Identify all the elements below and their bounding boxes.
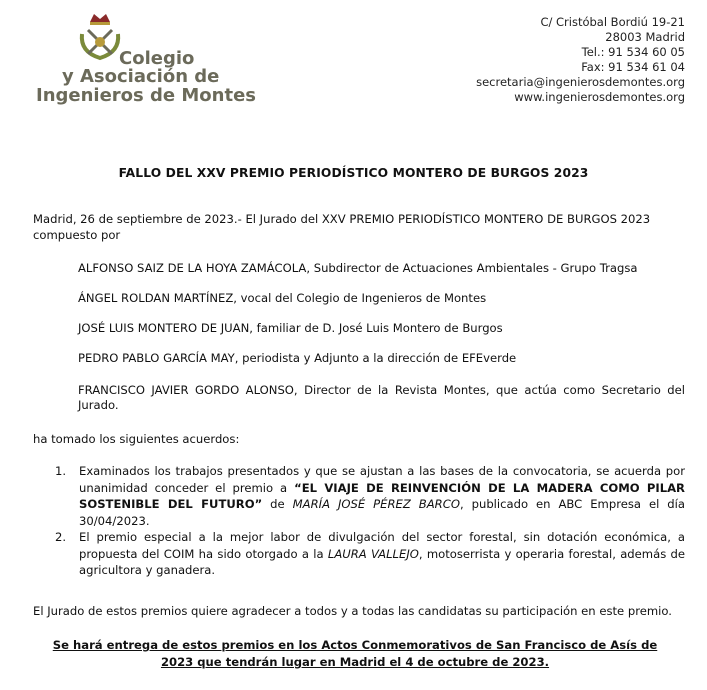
- thanks-paragraph: El Jurado de estos premios quiere agradecer a todos y a todas las candidatas su participación en este premio.: [33, 604, 672, 618]
- jury-member: ÁNGEL ROLDAN MARTÍNEZ, vocal del Colegio de Ingenieros de Montes: [78, 291, 487, 305]
- jury-member: PEDRO PABLO GARCÍA MAY, periodista y Adjunto a la dirección de EFEverde: [78, 351, 517, 365]
- jury-member: FRANCISCO JAVIER GORDO ALONSO, Director de la Revista Montes, que actúa como Secretario del Jurado.: [78, 383, 685, 412]
- address-street: C/ Cristóbal Bordiú 19-21: [540, 15, 685, 29]
- agreement-text: El premio especial a la mejor labor de divulgación del sector forestal, sin dotación económica, a propuesta del COIM ha sido otorgado a la LAURA VALLEJO, motoserrista y operaria forestal, además de agricultora y ganadera.: [79, 530, 685, 577]
- document-title: FALLO DEL XXV PREMIO PERIODÍSTICO MONTERO DE BURGOS 2023: [118, 166, 589, 180]
- agreements-intro: ha tomado los siguientes acuerdos:: [33, 432, 240, 446]
- intro-paragraph: Madrid, 26 de septiembre de 2023.- El Jurado del XXV PREMIO PERIODÍSTICO MONTERO DE BURGOS 2023 compuesto por: [33, 212, 651, 242]
- logo-line-1: Colegio: [119, 48, 195, 69]
- address-email[interactable]: secretaria@ingenierosdemontes.org: [476, 75, 685, 89]
- address-city: 28003 Madrid: [605, 30, 685, 44]
- closing-announcement: Se hará entrega de estos premios en los Actos Conmemorativos de San Francisco de Asís de 2023 que tendrán lugar en Madrid el 4 de octubre de 2023.: [52, 638, 658, 669]
- address-fax: Fax: 91 534 61 04: [581, 60, 685, 74]
- address-website[interactable]: www.ingenierosdemontes.org: [514, 90, 685, 104]
- address-phone: Tel.: 91 534 60 05: [581, 45, 685, 59]
- jury-member: JOSÉ LUIS MONTERO DE JUAN, familiar de D. José Luis Montero de Burgos: [78, 321, 503, 335]
- jury-member: ALFONSO SAIZ DE LA HOYA ZAMÁCOLA, Subdirector de Actuaciones Ambientales - Grupo Tragsa: [78, 261, 638, 275]
- agreement-text: Examinados los trabajos presentados y que se ajustan a las bases de la convocatoria, se acuerda por unanimidad conceder el premio a “EL VIAJE DE REINVENCIÓN DE LA MADERA COMO PILAR SOSTENIBLE DEL FUTURO” de MARÍA JOSÉ PÉREZ BARCO, publicado en ABC Empresa el día 30/04/2023.: [79, 464, 685, 528]
- contact-address: [476, 15, 685, 105]
- organization-logo: [36, 12, 256, 112]
- agreement-number: 2.: [55, 530, 67, 544]
- logo-line-2: y Asociación de: [62, 66, 220, 87]
- logo-line-3: Ingenieros de Montes: [36, 85, 256, 106]
- agreement-number: 1.: [55, 464, 67, 478]
